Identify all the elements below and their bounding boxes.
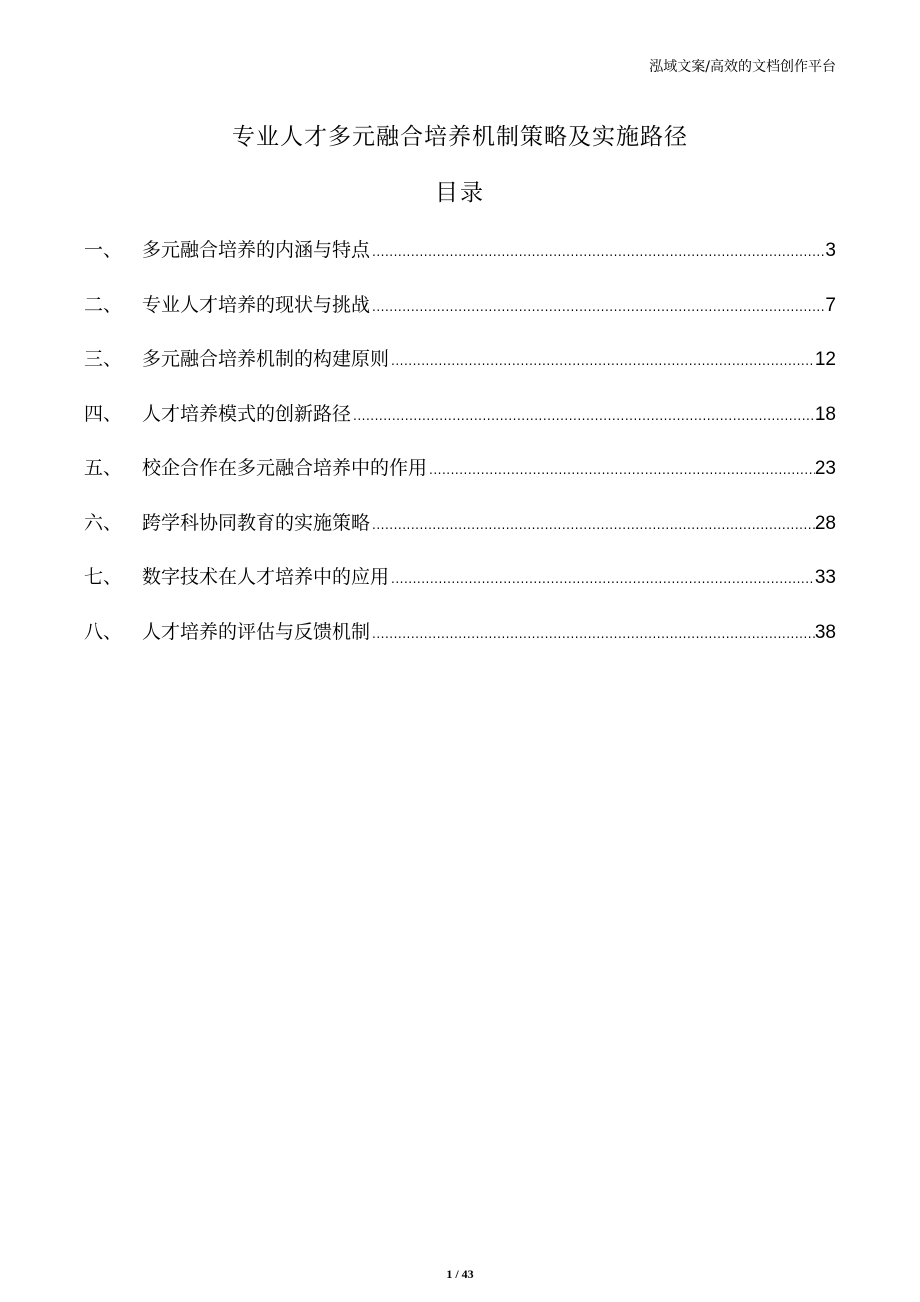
toc-item[interactable] (84, 618, 836, 673)
toc-item[interactable] (84, 345, 836, 400)
toc-dot-leader (389, 347, 815, 375)
toc-item[interactable] (84, 509, 836, 564)
toc-item-number: 七、 (84, 566, 123, 588)
toc-item-page: 33 (814, 567, 836, 588)
toc-item[interactable] (84, 400, 836, 455)
toc-item-page: 7 (825, 294, 836, 316)
toc-item-label: 数字技术在人才培养中的应用 (142, 566, 390, 588)
toc-item-number: 一、 (84, 239, 123, 261)
toc-item-page: 12 (814, 349, 836, 370)
toc-item-label: 人才培养模式的创新路径 (142, 402, 352, 425)
toc-dot-leader (370, 620, 815, 648)
toc-item-number: 二、 (84, 293, 123, 316)
table-of-contents (84, 236, 836, 672)
toc-item-label: 专业人才培养的现状与挑战 (142, 293, 371, 316)
toc-item-label: 跨学科协同教育的实施策略 (142, 511, 371, 534)
toc-dot-leader (427, 456, 815, 484)
toc-item-page: 3 (825, 240, 836, 261)
toc-item-label: 校企合作在多元融合培养中的作用 (142, 457, 428, 479)
toc-item[interactable] (84, 454, 836, 509)
toc-item-number: 五、 (84, 457, 123, 479)
toc-dot-leader (389, 565, 815, 593)
toc-item[interactable] (84, 563, 836, 618)
page-header: 泓域文案/高效的文档创作平台 (649, 59, 836, 75)
toc-heading: 目录 (435, 180, 485, 206)
toc-dot-leader (370, 293, 825, 321)
toc-item-label: 多元融合培养机制的构建原则 (142, 348, 390, 370)
toc-item-page: 38 (814, 621, 836, 643)
toc-item-number: 八、 (84, 620, 123, 643)
toc-item[interactable] (84, 291, 836, 346)
toc-item-page: 18 (814, 403, 836, 425)
toc-item-number: 三、 (84, 348, 123, 370)
toc-dot-leader (370, 511, 815, 539)
toc-item[interactable] (84, 236, 836, 291)
toc-item-number: 六、 (84, 511, 123, 534)
toc-dot-leader (351, 402, 815, 430)
toc-item-label: 人才培养的评估与反馈机制 (142, 620, 371, 643)
toc-item-number: 四、 (84, 402, 123, 425)
toc-item-page: 23 (814, 458, 836, 479)
toc-item-page: 28 (814, 512, 836, 534)
toc-item-label: 多元融合培养的内涵与特点 (142, 239, 371, 261)
page-number-footer: 1 / 43 (446, 1267, 474, 1281)
document-title: 专业人才多元融合培养机制策略及实施路径 (232, 124, 688, 150)
toc-dot-leader (370, 238, 825, 266)
